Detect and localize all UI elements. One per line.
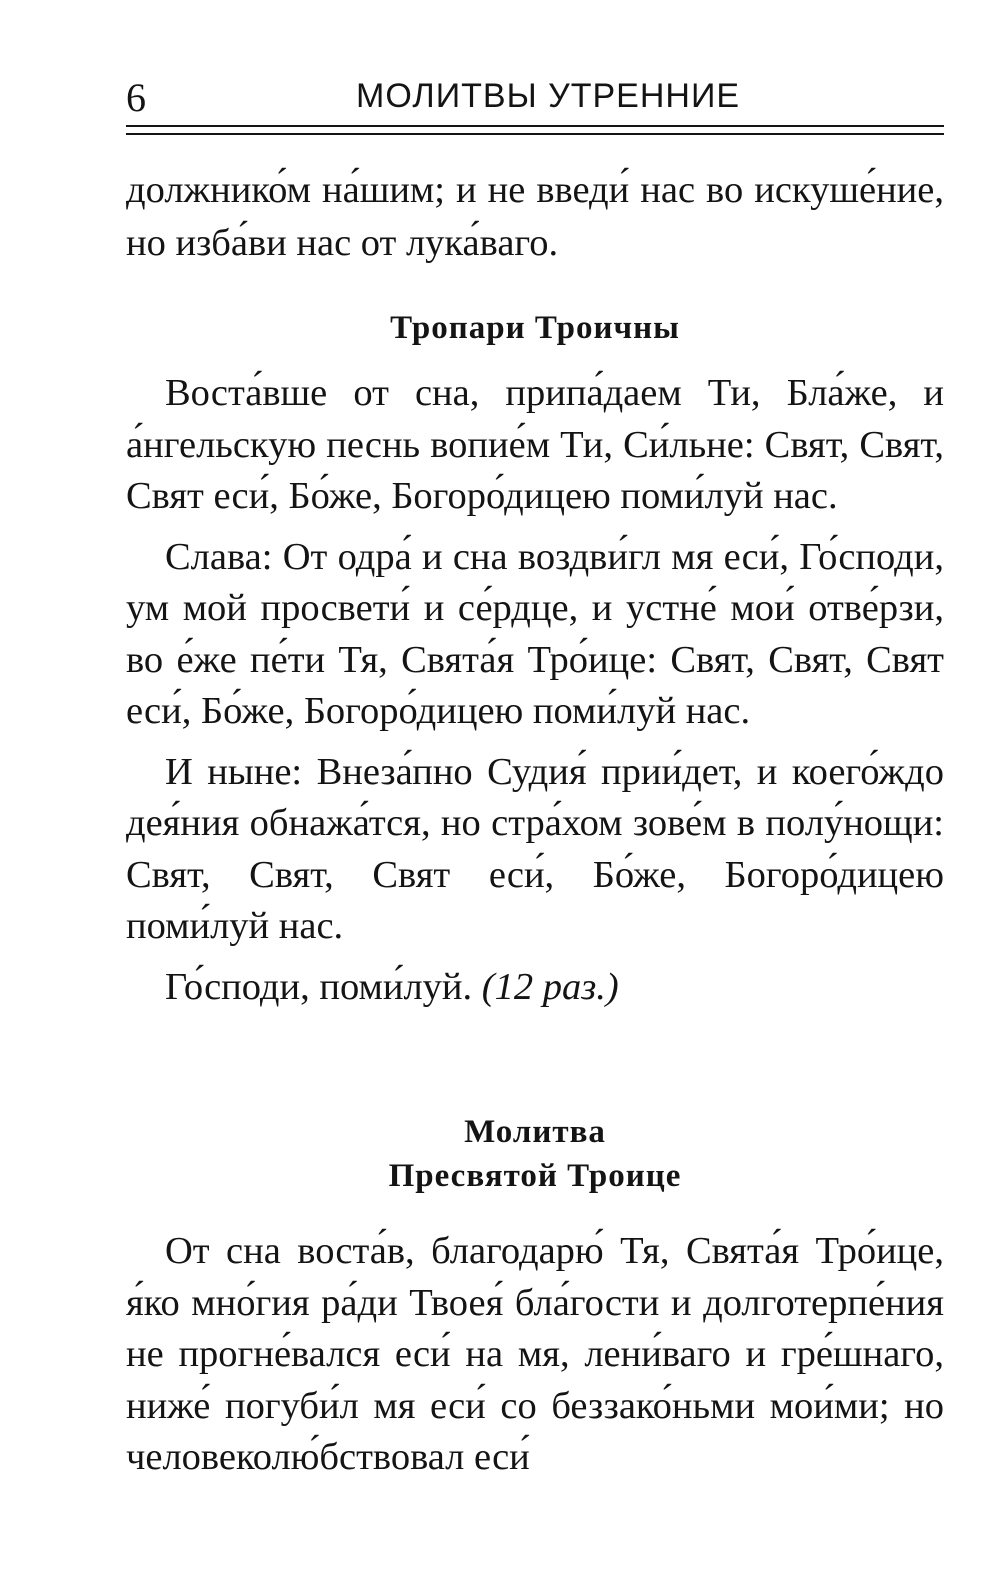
troparia-text (126, 368, 944, 1013)
paragraph: И ныне: Внеза́пно Судия́ прии́дет, и коего́ждо дея́ния обнажа́тся, но стра́хом зове́м в полу́нощи: Свят, Свят, Свят еси́, Бо́же, Богоро́дицею поми́луй нас. (126, 750, 944, 947)
running-title: МОЛИТВЫ УТРЕННИЕ (356, 77, 741, 115)
paragraph: Слава: От одра́ и сна воздви́гл мя еси́, Го́споди, ум мой просвети́ и се́рдце, и устне́ мои́ отве́рзи, во е́же пе́ти Тя, Свята́я Тро́ице: Свят, Свят, Свят еси́, Бо́же, Богоро́дицею поми́луй нас. (126, 535, 944, 732)
heading-line: Молитва (464, 1114, 606, 1150)
prayer-text (126, 1226, 944, 1484)
paragraph-text: Го́споди, поми́луй. (165, 965, 482, 1008)
paragraph (126, 962, 944, 1014)
book-page (126, 0, 944, 1585)
section-heading-troparia: Тропари Троичны (390, 310, 680, 346)
header-double-rule (126, 125, 944, 135)
repeat-note: (12 раз.) (481, 965, 619, 1008)
heading-line: Пресвятой Троице (388, 1158, 682, 1194)
paragraph: От сна воста́в, благодарю́ Тя, Свята́я Тро́ице, я́ко мно́гия ра́ди Твоея́ бла́гости и долготерпе́ния не прогне́вался еси́ на мя, лени́ваго и гре́шнаго, ниже́ погуби́л мя еси́ со беззако́ньми мои́ми; но человеколю́бствовал еси́ (126, 1230, 944, 1478)
section-heading-prayer (126, 1110, 944, 1198)
paragraph: Воста́вше от сна, припа́даем Ти, Бла́же, и а́нгельскую песнь вопие́м Ти, Си́льне: Свят, Свят, Свят еси́, Бо́же, Богоро́дицею поми́луй нас. (126, 372, 944, 517)
continuation-text: должнико́м на́шим; и не введи́ нас во искуше́ние, но изба́ви нас от лука́ваго. (126, 169, 944, 265)
page-number: 6 (126, 75, 146, 120)
running-head (126, 70, 944, 122)
